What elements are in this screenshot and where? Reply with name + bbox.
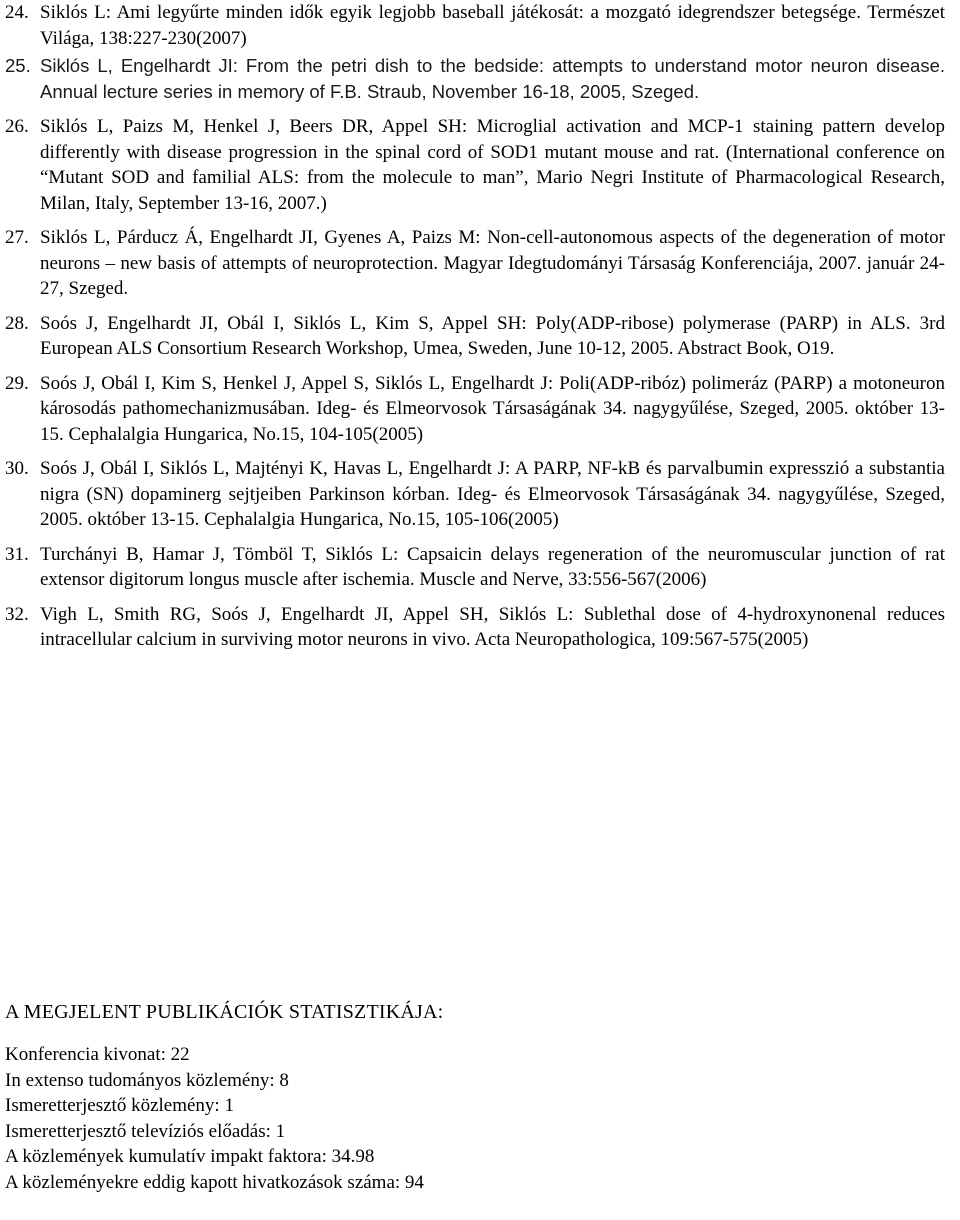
reference-number: 30. [5, 458, 29, 479]
reference-text: Siklós L, Párducz Á, Engelhardt JI, Gyenes A, Paizs M: Non-cell-autonomous aspects of the degeneration of motor neurons – new basis of attempts of neuroprotection. Magyar Idegtudományi Társaság Konferenciája, 2007. január 24-27, Szeged. [40, 227, 945, 299]
reference-text: Turchányi B, Hamar J, Tömböl T, Siklós L: Capsaicin delays regeneration of the neuromuscular junction of rat extensor digitorum longus muscle after ischemia. Muscle and Nerve, 33:556-567(2006) [40, 543, 945, 590]
reference-item [5, 311, 945, 362]
statistic-line: Ismeretterjesztő közlemény: 1 [5, 1095, 234, 1116]
statistic-line: In extenso tudományos közlemény: 8 [5, 1069, 289, 1091]
reference-item [5, 0, 945, 51]
reference-text: Soós J, Engelhardt JI, Obál I, Siklós L, Kim S, Appel SH: Poly(ADP-ribose) polymerase (PARP) in ALS. 3rd European ALS Consortium Research Workshop, Umea, Sweden, June 10-12, 2005. Abstract Book, O19. [40, 312, 945, 359]
reference-item [5, 225, 945, 302]
statistic-line: Konferencia kivonat: 22 [5, 1044, 190, 1065]
reference-list [5, 0, 945, 662]
reference-number: 26. [5, 116, 29, 137]
reference-number: 31. [5, 543, 29, 565]
reference-text: Soós J, Obál I, Kim S, Henkel J, Appel S, Siklós L, Engelhardt J: Poli(ADP-ribóz) polimeráz (PARP) a motoneuron károsodás pathomechanizmusában. Ideg- és Elmeorvosok Társaságának 34. nagygyűlése, Szeged, 2005. október 13-15. Cephalalgia Hungarica, No.15, 104-105(2005) [40, 372, 945, 445]
reference-item [5, 542, 945, 593]
reference-item [5, 602, 945, 653]
reference-text: Siklós L, Engelhardt JI: From the petri dish to the bedside: attempts to understand motor neuron disease. Annual lecture series in memory of F.B. Straub, November 16-18, 2005, Szeged. [40, 55, 945, 102]
reference-number: 29. [5, 372, 29, 394]
reference-text: Vigh L, Smith RG, Soós J, Engelhardt JI, Appel SH, Siklós L: Sublethal dose of 4-hydroxynonenal reduces intracellular calcium in surviving motor neurons in vivo. Acta Neuropathologica, 109:567-575(2005) [40, 603, 945, 650]
statistic-line: Ismeretterjesztő televíziós előadás: 1 [5, 1120, 286, 1142]
statistics-heading: A MEGJELENT PUBLIKÁCIÓK STATISZTIKÁJA: [5, 1001, 444, 1023]
statistic-line: A közlemények kumulatív impakt faktora: 34.98 [5, 1146, 375, 1167]
reference-item [5, 456, 945, 533]
reference-number: 28. [5, 312, 29, 334]
reference-text: Siklós L, Paizs M, Henkel J, Beers DR, Appel SH: Microglial activation and MCP-1 staining pattern develop differently with disease progression in the spinal cord of SOD1 mutant mouse and rat. (International conference on “Mutant SOD and familial ALS: from the molecule to man”, Mario Negri Institute of Pharmacological Research, Milan, Italy, September 13-16, 2007.) [40, 116, 945, 214]
reference-item [5, 114, 945, 216]
reference-number: 27. [5, 227, 29, 248]
statistic-line: A közleményekre eddig kapott hivatkozások száma: 94 [5, 1171, 424, 1193]
statistics-list [5, 1042, 905, 1195]
reference-item [5, 371, 945, 448]
reference-text: Siklós L: Ami legyűrte minden idők egyik legjobb baseball játékosát: a mozgató idegrendszer betegsége. Természet Világa, 138:227-230(2007) [40, 2, 945, 49]
reference-number: 32. [5, 603, 29, 625]
reference-item [5, 53, 945, 104]
reference-text: Soós J, Obál I, Siklós L, Majtényi K, Havas L, Engelhardt J: A PARP, NF-kB és parvalbumin expresszió a substantia nigra (SN) dopaminerg sejtjeiben Parkinson kórban. Ideg- és Elmeorvosok Társaságának 34. nagygyűlése, Szeged, 2005. október 13-15. Cephalalgia Hungarica, No.15, 105-106(2005) [40, 458, 945, 530]
reference-number: 24. [5, 2, 29, 23]
reference-number: 25. [5, 55, 31, 76]
